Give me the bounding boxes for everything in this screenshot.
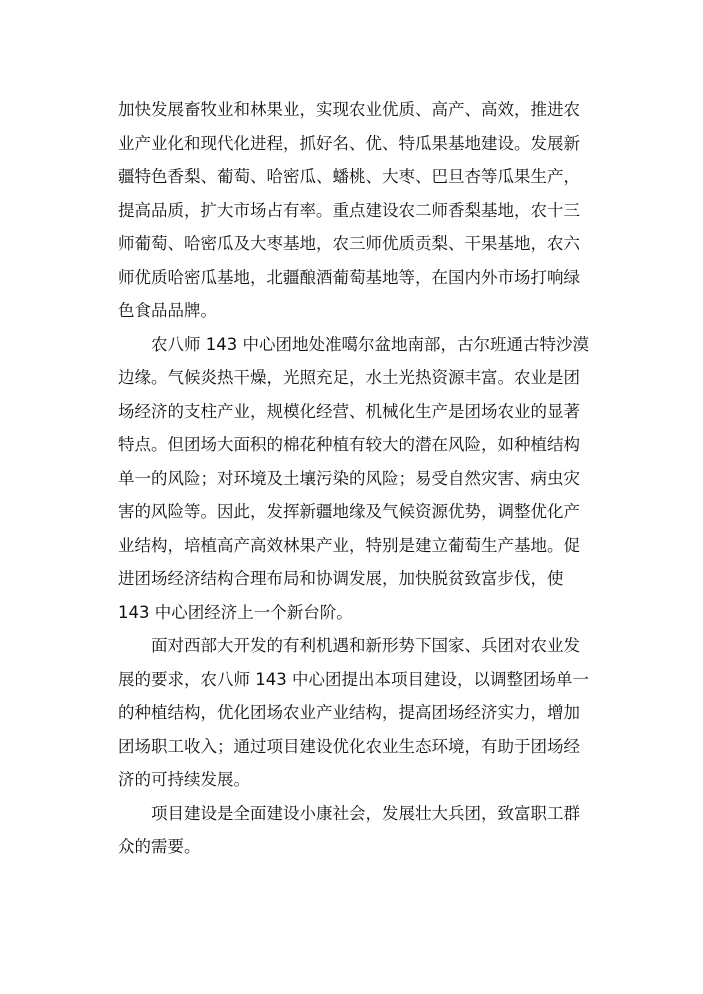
text-line: 众的需要。 — [118, 837, 201, 856]
paragraph-2 — [118, 328, 588, 630]
text-line: 的种植结构，优化团场农业产业结构，提高团场经济实力，增加 — [118, 703, 580, 722]
paragraph-1 — [118, 93, 588, 328]
body-text — [118, 93, 588, 864]
text-line: 进团场经济结构合理布局和协调发展，加快脱贫致富步伐，使 — [118, 569, 564, 588]
text-line: 团场职工收入；通过项目建设优化农业生态环境，有助于团场经 — [118, 736, 580, 756]
text-line: 特点。但团场大面积的棉花种植有较大的潜在风险，如种植结构 — [118, 435, 580, 454]
text-line: 项目建设是全面建设小康社会，发展壮大兵团，致富职工群 — [151, 803, 580, 823]
text-line: 场经济的支柱产业，规模化经营、机械化生产是团场农业的显著 — [118, 401, 580, 421]
text-line: 色食品品牌。 — [118, 301, 217, 320]
text-line: 面对西部大开发的有利机遇和新形势下国家、兵团对农业发 — [151, 636, 580, 655]
text-line: 143 中心团经济上一个新台阶。 — [118, 602, 353, 622]
text-line: 害的风险等。因此，发挥新疆地缘及气候资源优势，调整优化产 — [118, 502, 580, 521]
paragraph-4 — [118, 797, 588, 864]
paragraph-3 — [118, 629, 588, 797]
text-line: 展的要求，农八师 143 中心团提出本项目建设，以调整团场单一 — [118, 669, 589, 689]
text-line: 边缘。气候炎热干燥，光照充足，水土光热资源丰富。农业是团 — [118, 368, 580, 387]
text-line: 业产业化和现代化进程，抓好名、优、特瓜果基地建设。发展新 — [118, 133, 580, 153]
text-line: 业结构，培植高产高效林果产业，特别是建立葡萄生产基地。促 — [118, 535, 580, 555]
text-line: 疆特色香梨、葡萄、哈密瓜、蟠桃、大枣、巴旦杏等瓜果生产， — [118, 167, 580, 186]
text-line: 济的可持续发展。 — [118, 770, 250, 789]
text-line: 师优质哈密瓜基地，北疆酿酒葡萄基地等，在国内外市场打响绿 — [118, 267, 580, 287]
text-line: 师葡萄、哈密瓜及大枣基地，农三师优质贡梨、干果基地，农六 — [118, 234, 580, 253]
text-line: 农八师 143 中心团地处准噶尔盆地南部，古尔班通古特沙漠 — [151, 334, 589, 354]
text-line: 单一的风险；对环境及土壤污染的风险；易受自然灾害、病虫灾 — [118, 468, 580, 488]
text-line: 加快发展畜牧业和林果业，实现农业优质、高产、高效，推进农 — [118, 100, 580, 119]
text-line: 提高品质，扩大市场占有率。重点建设农二师香梨基地，农十三 — [118, 200, 580, 220]
